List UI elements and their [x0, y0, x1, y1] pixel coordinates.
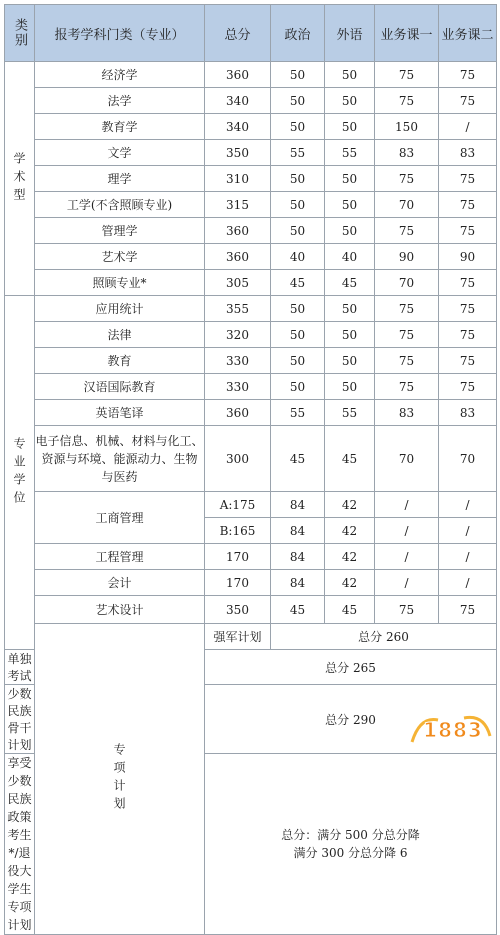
table-row [5, 296, 497, 322]
merged-total-cell: 总分 265 [205, 650, 497, 685]
total-cell: 360 [205, 62, 271, 88]
subject-line: 资源与环境、能源动力、生物 [41, 451, 198, 466]
subject-cell: 经济学 [35, 62, 205, 88]
foreign-cell: 42 [325, 518, 375, 544]
course1-cell: 70 [375, 426, 439, 492]
table-row [5, 244, 497, 270]
subject-line: 与医药 [101, 469, 138, 484]
total-cell: 330 [205, 348, 271, 374]
table-row [5, 426, 497, 492]
score-table [4, 4, 497, 935]
table-row [5, 348, 497, 374]
politics-cell: 50 [271, 166, 325, 192]
subject-cell: 法律 [35, 322, 205, 348]
subject-cell: 少数民族骨干计划 [5, 685, 35, 754]
course2-cell: 75 [439, 322, 497, 348]
foreign-cell: 42 [325, 544, 375, 570]
subject-cell: 照顾专业* [35, 270, 205, 296]
politics-cell: 50 [271, 374, 325, 400]
politics-cell: 84 [271, 570, 325, 596]
course1-cell: 75 [375, 62, 439, 88]
course1-cell: / [375, 518, 439, 544]
politics-cell: 50 [271, 218, 325, 244]
total-cell: 340 [205, 114, 271, 140]
total-cell: 360 [205, 244, 271, 270]
foreign-cell: 45 [325, 426, 375, 492]
header-foreign: 外语 [325, 5, 375, 62]
note-line: 满分 300 分总分降 6 [293, 846, 408, 860]
table-row [5, 400, 497, 426]
total-cell: 330 [205, 374, 271, 400]
total-cell: 320 [205, 322, 271, 348]
politics-cell: 84 [271, 544, 325, 570]
foreign-cell: 42 [325, 492, 375, 518]
table-row [5, 322, 497, 348]
foreign-cell: 50 [325, 166, 375, 192]
course1-cell: 83 [375, 400, 439, 426]
header-subject: 报考学科门类（专业） [35, 5, 205, 62]
header-row [5, 5, 497, 62]
table-row [5, 88, 497, 114]
subject-cell-special-plan [5, 754, 35, 935]
foreign-cell: 50 [325, 374, 375, 400]
politics-cell: 40 [271, 244, 325, 270]
foreign-cell: 45 [325, 270, 375, 296]
subject-line: 电子信息、机械、材料与化工、 [35, 433, 204, 448]
total-cell: 360 [205, 400, 271, 426]
politics-cell: 55 [271, 400, 325, 426]
course2-cell: / [439, 114, 497, 140]
course2-cell: 75 [439, 218, 497, 244]
politics-cell: 55 [271, 140, 325, 166]
foreign-cell: 50 [325, 88, 375, 114]
table-row [5, 270, 497, 296]
subject-cell: 应用统计 [35, 296, 205, 322]
table-row [5, 570, 497, 596]
politics-cell: 50 [271, 348, 325, 374]
header-category: 类别 [5, 5, 35, 62]
total-cell: 305 [205, 270, 271, 296]
site-watermark-logo [408, 712, 494, 748]
table-row [5, 492, 497, 518]
course1-cell: 150 [375, 114, 439, 140]
header-politics: 政治 [271, 5, 325, 62]
course1-cell: 70 [375, 270, 439, 296]
course2-cell: 75 [439, 270, 497, 296]
merged-note-cell [205, 754, 497, 935]
course1-cell: / [375, 492, 439, 518]
course2-cell: 75 [439, 192, 497, 218]
course2-cell: 75 [439, 166, 497, 192]
total-cell: 350 [205, 140, 271, 166]
politics-cell: 84 [271, 518, 325, 544]
watermark-text: 1883 [423, 718, 483, 742]
header-course1: 业务课一 [375, 5, 439, 62]
course1-cell: 75 [375, 218, 439, 244]
foreign-cell: 50 [325, 348, 375, 374]
total-cell: 170 [205, 570, 271, 596]
subject-cell: 教育学 [35, 114, 205, 140]
note-line: 总分：满分 500 分总分降 [281, 828, 420, 842]
total-cell: 350 [205, 596, 271, 624]
merged-total-cell: 总分 260 [271, 624, 497, 650]
total-cell: 310 [205, 166, 271, 192]
total-cell: 340 [205, 88, 271, 114]
subject-cell: 艺术学 [35, 244, 205, 270]
course2-cell: / [439, 492, 497, 518]
subject-line: 役大学生专项计划 [7, 864, 32, 932]
course1-cell: 75 [375, 166, 439, 192]
table-row [5, 218, 497, 244]
header-course2: 业务课二 [439, 5, 497, 62]
subject-cell: 强军计划 [205, 624, 271, 650]
table-row [5, 140, 497, 166]
merged-total-cell: 总分 290 [205, 685, 497, 754]
total-cell: 355 [205, 296, 271, 322]
course2-cell: 75 [439, 62, 497, 88]
politics-cell: 50 [271, 62, 325, 88]
course2-cell: / [439, 544, 497, 570]
table-row [5, 166, 497, 192]
foreign-cell: 45 [325, 596, 375, 624]
table-row [5, 624, 497, 650]
subject-cell: 艺术设计 [35, 596, 205, 624]
category-special: 专项计划 [35, 624, 205, 935]
course1-cell: 90 [375, 244, 439, 270]
course1-cell: / [375, 570, 439, 596]
course1-cell: 75 [375, 296, 439, 322]
subject-cell: 教育 [35, 348, 205, 374]
foreign-cell: 55 [325, 140, 375, 166]
course2-cell: 75 [439, 88, 497, 114]
foreign-cell: 50 [325, 218, 375, 244]
table-row [5, 192, 497, 218]
total-cell: 300 [205, 426, 271, 492]
table-row [5, 544, 497, 570]
course1-cell: 70 [375, 192, 439, 218]
foreign-cell: 50 [325, 114, 375, 140]
table-row [5, 596, 497, 624]
course2-cell: / [439, 570, 497, 596]
course2-cell: 70 [439, 426, 497, 492]
foreign-cell: 50 [325, 192, 375, 218]
foreign-cell: 50 [325, 296, 375, 322]
subject-cell: 法学 [35, 88, 205, 114]
course2-cell: 75 [439, 348, 497, 374]
table-row [5, 374, 497, 400]
course1-cell: 75 [375, 348, 439, 374]
subject-cell: 单独考试 [5, 650, 35, 685]
foreign-cell: 55 [325, 400, 375, 426]
table-row [5, 114, 497, 140]
subject-cell-engineering [35, 426, 205, 492]
header-total: 总分 [205, 5, 271, 62]
course1-cell: 75 [375, 88, 439, 114]
course2-cell: / [439, 518, 497, 544]
total-cell: B:165 [205, 518, 271, 544]
subject-cell: 工程管理 [35, 544, 205, 570]
politics-cell: 50 [271, 88, 325, 114]
course2-cell: 75 [439, 596, 497, 624]
course1-cell: 75 [375, 596, 439, 624]
total-cell: 360 [205, 218, 271, 244]
foreign-cell: 42 [325, 570, 375, 596]
category-professional: 专业学位 [5, 296, 35, 650]
subject-line: 享受少数民族政策考生*/退 [7, 756, 32, 860]
course1-cell: / [375, 544, 439, 570]
politics-cell: 84 [271, 492, 325, 518]
subject-cell: 工学(不含照顾专业) [35, 192, 205, 218]
foreign-cell: 50 [325, 322, 375, 348]
subject-cell: 汉语国际教育 [35, 374, 205, 400]
course1-cell: 75 [375, 374, 439, 400]
table-row [5, 62, 497, 88]
category-academic: 学术型 [5, 62, 35, 296]
course1-cell: 75 [375, 322, 439, 348]
total-cell: 315 [205, 192, 271, 218]
politics-cell: 50 [271, 192, 325, 218]
course2-cell: 90 [439, 244, 497, 270]
course2-cell: 83 [439, 400, 497, 426]
course2-cell: 75 [439, 296, 497, 322]
total-cell: 170 [205, 544, 271, 570]
subject-cell: 理学 [35, 166, 205, 192]
subject-cell: 会计 [35, 570, 205, 596]
politics-cell: 45 [271, 426, 325, 492]
politics-cell: 50 [271, 114, 325, 140]
foreign-cell: 40 [325, 244, 375, 270]
total-cell: A:175 [205, 492, 271, 518]
subject-cell: 工商管理 [35, 492, 205, 544]
foreign-cell: 50 [325, 62, 375, 88]
politics-cell: 45 [271, 596, 325, 624]
politics-cell: 50 [271, 322, 325, 348]
course2-cell: 75 [439, 374, 497, 400]
politics-cell: 45 [271, 270, 325, 296]
subject-cell: 文学 [35, 140, 205, 166]
course2-cell: 83 [439, 140, 497, 166]
subject-cell: 管理学 [35, 218, 205, 244]
course1-cell: 83 [375, 140, 439, 166]
subject-cell: 英语笔译 [35, 400, 205, 426]
politics-cell: 50 [271, 296, 325, 322]
